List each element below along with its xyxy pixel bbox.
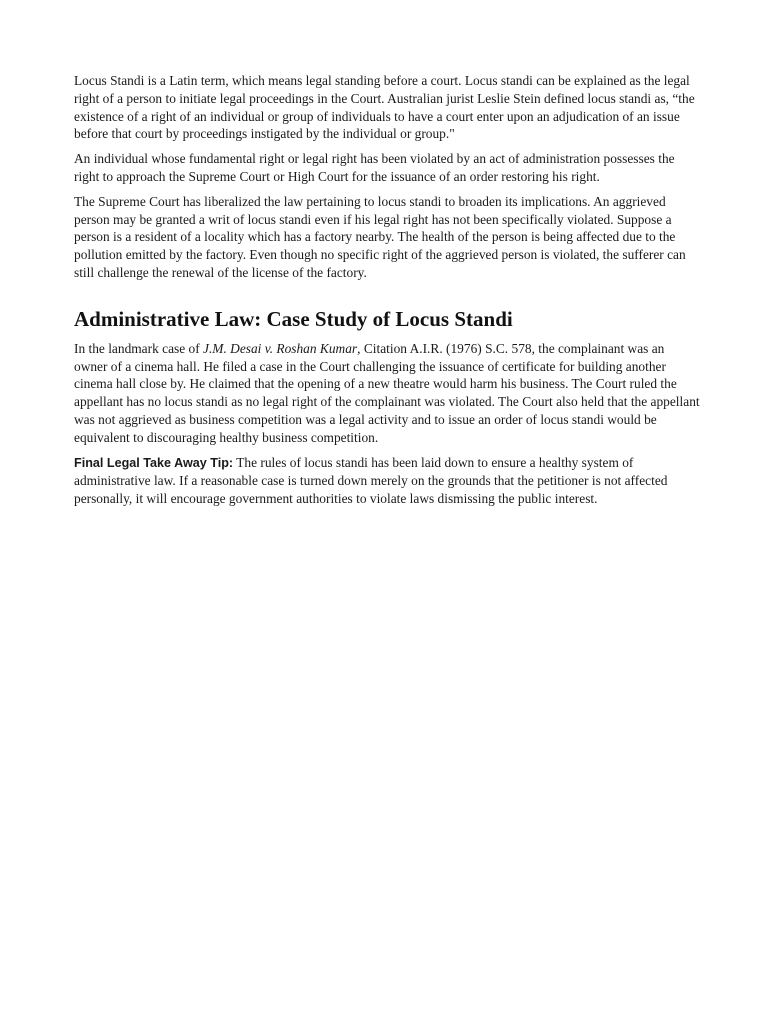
case-name: J.M. Desai v. Roshan Kumar <box>203 340 358 356</box>
tip-label: Final Legal Take Away Tip: <box>74 455 234 470</box>
case-study-lead-text: In the landmark case of <box>74 340 204 356</box>
intro-paragraph-liberalized-law: The Supreme Court has liberalized the law pertaining to locus standi to broaden its implications. An aggrieved person may be granted a writ of locus standi even if his legal right has not been specifically violated. Suppose a person is a resident of a locality which has a factory nearby. The health of the person is being affected due to the pollution emitted by the factory. Even though no specific right of the aggrieved person is violated, the sufferer can still challenge the renewal of the license of the factory. <box>74 193 686 280</box>
tip-text: The rules of locus standi has been laid down to ensure a healthy system of administrative law. If a reasonable case is turned down merely on the grounds that the petitioner is not affected personally, it will encourage government authorities to violate laws dismissing the public interest. <box>74 454 668 507</box>
tip-paragraph <box>74 454 700 508</box>
intro-paragraph-right-to-approach: An individual whose fundamental right or legal right has been violated by an act of administration possesses the right to approach the Supreme Court or High Court for the issuance of an order restoring his right. <box>74 151 675 184</box>
intro-paragraph-definition: Locus Standi is a Latin term, which means legal standing before a court. Locus standi can be explained as the legal right of a person to initiate legal proceedings in the Court. Australian jurist Leslie Stein defined locus standi as, “the existence of a right of an individual or group of individuals to have a court enter upon an adjudication of an issue before that court by proceedings instigated by the individual or group." <box>74 73 695 142</box>
document-page <box>74 72 700 515</box>
case-study-paragraph <box>74 340 700 447</box>
case-study-heading: Administrative Law: Case Study of Locus Standi <box>74 306 513 331</box>
case-study-body-text: , Citation A.I.R. (1976) S.C. 578, the complainant was an owner of a cinema hall. He filed a case in the Court challenging the issuance of certificate for building another cinema hall close by. He claimed that the opening of a new theatre would harm his business. The Court ruled the appellant has no locus standi as no legal right of the complainant was violated. The Court also held that the appellant was not aggrieved as business competition was a legal activity and to issue an order of locus standi would be equivalent to discouraging healthy business competition. <box>74 340 700 445</box>
